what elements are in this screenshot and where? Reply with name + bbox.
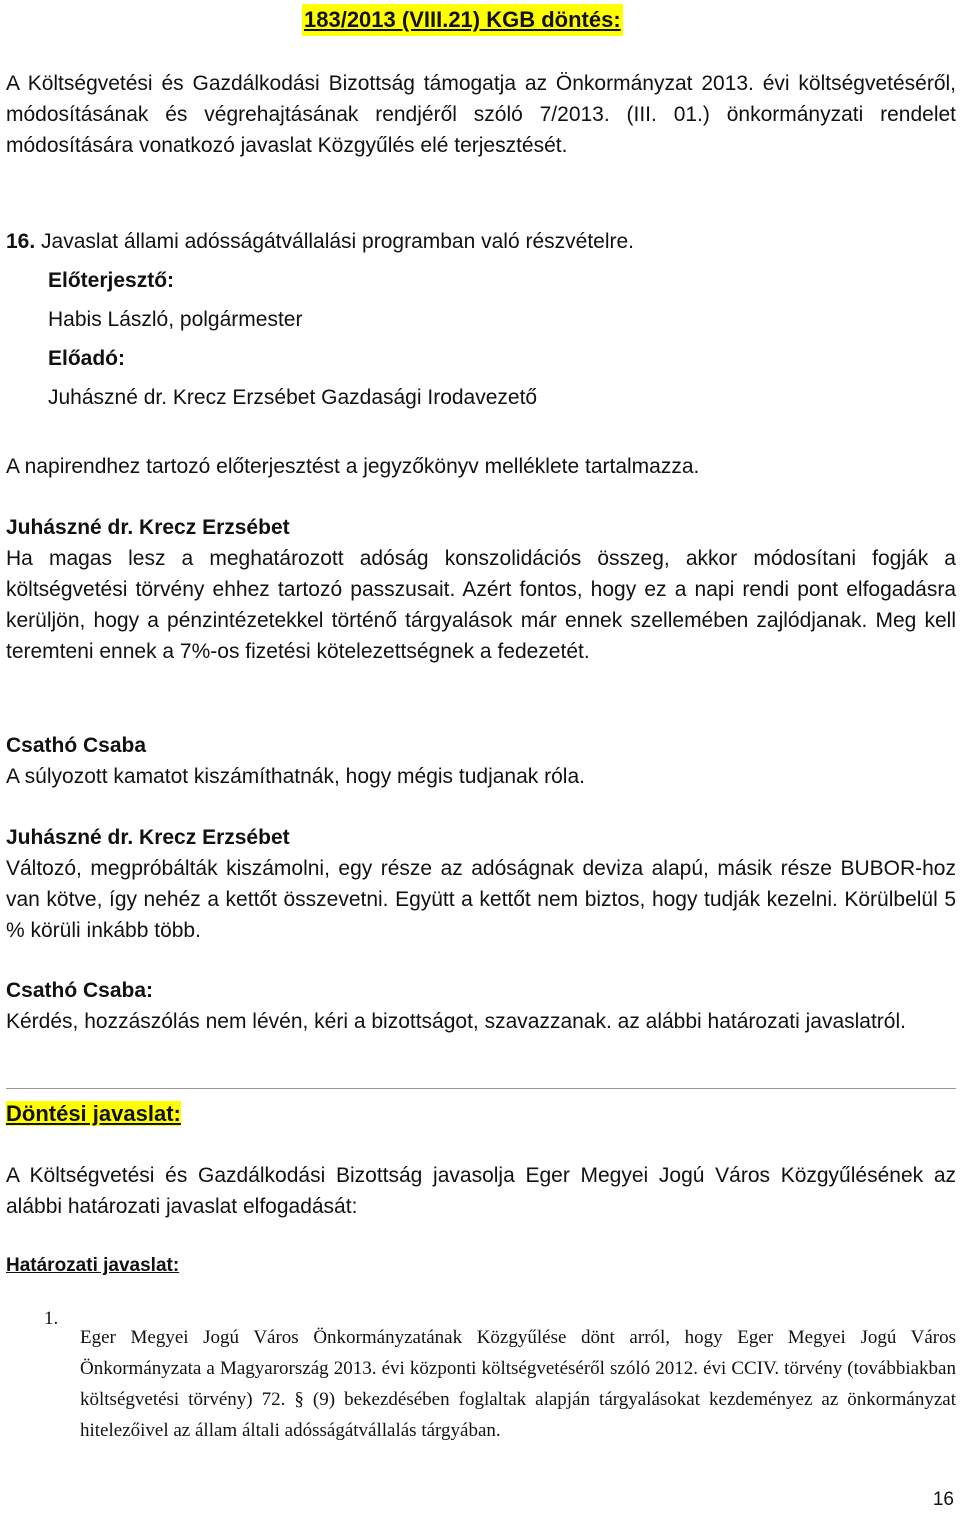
decision-proposal-heading: Döntési javaslat: <box>6 1101 181 1126</box>
presenter-label: Előterjesztő: <box>48 269 175 292</box>
speaker-name: Juhászné dr. Krecz Erzsébet Gazdasági Irodavezető <box>48 386 538 409</box>
speech-block-2 <box>6 730 956 792</box>
section-divider <box>6 1088 956 1089</box>
speech-text: A súlyozott kamatot kiszámíthatnák, hogy mégis tudjanak róla. <box>6 765 585 788</box>
list-item-number: 1. <box>44 1308 59 1329</box>
resolution-list <box>44 1303 956 1465</box>
speech-text: Kérdés, hozzászólás nem lévén, kéri a bizottságot, szavazzanak. az alábbi határozati javaslatról. <box>6 1010 906 1033</box>
agenda-item <box>6 226 956 413</box>
speaker-heading: Juhászné dr. Krecz Erzsébet <box>6 826 290 849</box>
speaker-heading: Csathó Csaba: <box>6 979 154 1002</box>
decision-heading: 183/2013 (VIII.21) KGB döntés: <box>302 4 623 36</box>
speaker-label: Előadó: <box>48 347 125 370</box>
speech-block-4 <box>6 975 956 1037</box>
speaker-heading: Juhászné dr. Krecz Erzsébet <box>6 516 290 539</box>
speech-block-1 <box>6 512 956 667</box>
presenter-name: Habis László, polgármester <box>48 308 303 331</box>
speech-block-3 <box>6 822 956 946</box>
agenda-item-title: Javaslat állami adósságátvállalási programban való részvételre. <box>41 230 635 253</box>
page-number: 16 <box>932 1489 954 1510</box>
list-item-text: Eger Megyei Jogú Város Önkormányzatának Közgyűlése dönt arról, hogy Eger Megyei Jogú Város Önkormányzata a Magyarország 2013. évi központi költségvetéséről szóló 2012. évi CCIV. törvény (továbbiakban költségvetési törvény) 72. § (9) bekezdésében foglaltak alapján tárgyalásokat kezdeményez az önkormányzat hitelezőivel az állam általi adósságátvállalás tárgyában. <box>80 1327 956 1441</box>
attachment-note: A napirendhez tartozó előterjesztést a jegyzőkönyv melléklete tartalmazza. <box>6 455 700 478</box>
speech-text: Változó, megpróbálták kiszámolni, egy része az adóságnak deviza alapú, másik része BUBOR-hoz van kötve, így nehéz a kettőt összevetni. Együtt a kettőt nem biztos, hogy tudják kezelni. Körülbelül 5 % körüli inkább több. <box>6 857 956 942</box>
decision-proposal-text: A Költségvetési és Gazdálkodási Bizottság javasolja Eger Megyei Jogú Város Közgyűlésének az alábbi határozati javaslat elfogadását: <box>6 1164 956 1218</box>
speaker-heading: Csathó Csaba <box>6 734 147 757</box>
resolution-proposal-heading: Határozati javaslat: <box>6 1255 180 1276</box>
decision-paragraph: A Költségvetési és Gazdálkodási Bizottság támogatja az Önkormányzat 2013. évi költségvetéséről, módosításának és végrehajtásának rendjéről szóló 7/2013. (III. 01.) önkormányzati rendelet módosítására vonatkozó javaslat Közgyűlés elé terjesztését. <box>6 72 956 157</box>
speech-text: Ha magas lesz a meghatározott adóság konszolidációs összeg, akkor módosítani fogják a költségvetési törvény ehhez tartozó passzusait. Azért fontos, hogy ez a napi rendi pont elfogadásra kerüljön, hogy a pénzintézetekkel történő tárgyalások már ennek szellemében zajlódjanak. Meg kell teremteni ennek a 7%-os fizetési kötelezettségnek a fedezetét. <box>6 547 956 663</box>
agenda-item-number: 16. <box>6 230 36 253</box>
